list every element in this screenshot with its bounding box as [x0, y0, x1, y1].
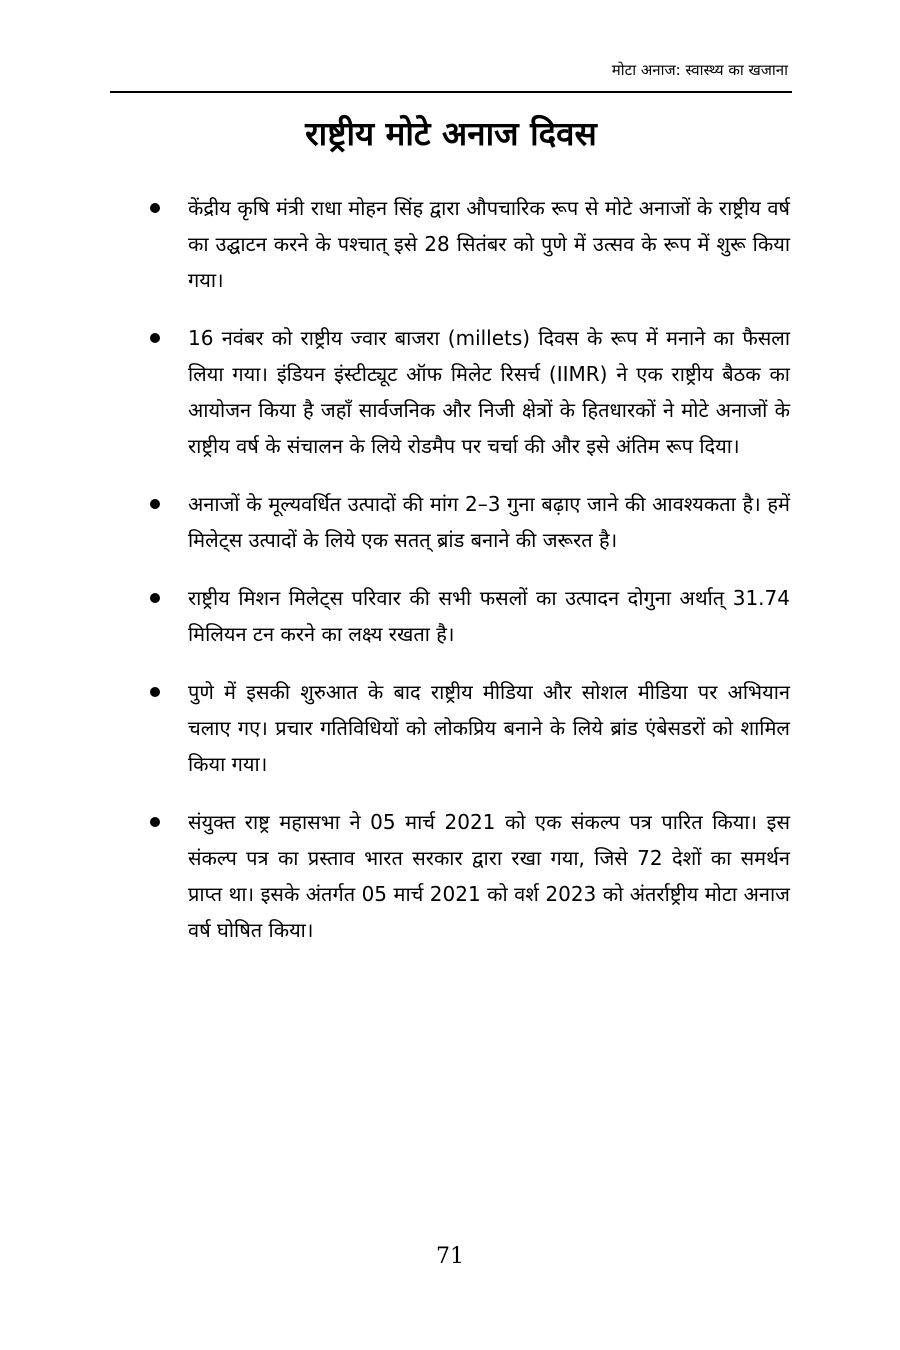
list-item-text: पुणे में इसकी शुरुआत के बाद राष्ट्रीय मीडिया और सोशल मीडिया पर अभियान चलाए गए। प्रचार गतिविधियों को लोकप्रिय बनाने के लिये ब्रांड एंबेसडरों को शामिल किया गया।: [188, 680, 790, 776]
list-item-text: अनाजों के मूल्यवर्धित उत्पादों की मांग 2–3 गुना बढ़ाए जाने की आवश्यकता है। हमें मिलेट्स उत्पादों के लिये एक सतत् ब्रांड बनाने की जरूरत है।: [188, 492, 790, 552]
header-divider: [110, 91, 792, 93]
bullet-list: [150, 190, 790, 970]
bullet-dot-icon: [150, 593, 160, 603]
list-item-text: केंद्रीय कृषि मंत्री राधा मोहन सिंह द्वारा औपचारिक रूप से मोटे अनाजों के राष्ट्रीय वर्ष का उद्घाटन करने के पश्चात् इसे 28 सितंबर को पुणे में उत्सव के रूप में शुरू किया गया।: [188, 196, 790, 292]
list-item: [150, 190, 790, 298]
bullet-dot-icon: [150, 499, 160, 509]
bullet-dot-icon: [150, 203, 160, 213]
page-number: 71: [436, 1244, 464, 1269]
list-item-text: 16 नवंबर को राष्ट्रीय ज्वार बाजरा (millets) दिवस के रूप में मनाने का फैसला लिया गया। इंडियन इंस्टीट्यूट ऑफ मिलेट रिसर्च (IIMR) ने एक राष्ट्रीय बैठक का आयोजन किया है जहाँ सार्वजनिक और निजी क्षेत्रों के हितधारकों ने मोटे अनाजों के राष्ट्रीय वर्ष के संचालन के लिये रोडमैप पर चर्चा की और इसे अंतिम रूप दिया।: [188, 326, 790, 458]
list-item: [150, 320, 790, 464]
list-item-text: संयुक्त राष्ट्र महासभा ने 05 मार्च 2021 को एक संकल्प पत्र पारित किया। इस संकल्प पत्र का प्रस्ताव भारत सरकार द्वारा रखा गया, जिसे 72 देशों का समर्थन प्राप्त था। इसके अंतर्गत 05 मार्च 2021 को वर्श 2023 को अंतर्राष्ट्रीय मोटा अनाज वर्ष घोषित किया।: [188, 810, 790, 942]
page-title: राष्ट्रीय मोटे अनाज दिवस: [305, 114, 597, 153]
list-item: [150, 804, 790, 948]
list-item-text: राष्ट्रीय मिशन मिलेट्स परिवार की सभी फसलों का उत्पादन दोगुना अर्थात् 31.74 मिलियन टन करने का लक्ष्य रखता है।: [188, 586, 790, 646]
bullet-dot-icon: [150, 817, 160, 827]
bullet-dot-icon: [150, 687, 160, 697]
bullet-dot-icon: [150, 333, 160, 343]
running-header: मोटा अनाज: स्वास्थ्य का खजाना: [611, 61, 788, 79]
list-item: [150, 674, 790, 782]
list-item: [150, 580, 790, 652]
list-item: [150, 486, 790, 558]
